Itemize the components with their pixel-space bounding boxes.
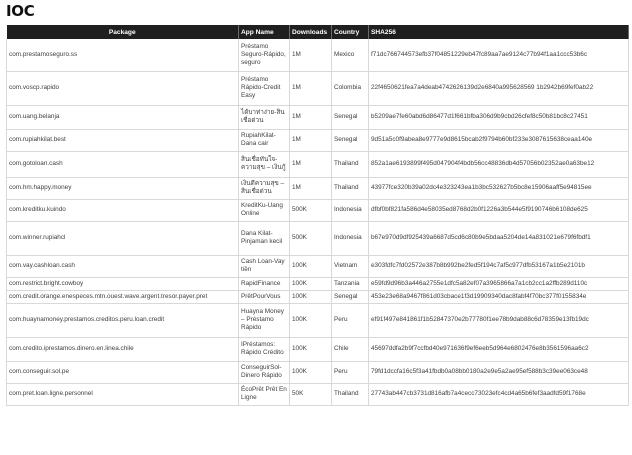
sha256-cell: 27743ab447cb3731d816afb7a4cecc73023efc4cd4a65b6fef3aadfd59f1768e bbox=[369, 383, 629, 405]
header-country: Country bbox=[332, 25, 369, 39]
country-cell: Chile bbox=[332, 337, 369, 361]
sha256-cell: b5209ae7fe60abd6d86477d1f661bfba306d9b9cbd26cfef8c50b81bc8c27451 bbox=[369, 105, 629, 129]
package-cell: com.restrict.bright.cowboy bbox=[7, 277, 239, 290]
table-row bbox=[7, 337, 629, 361]
package-cell: com.gotoloan.cash bbox=[7, 151, 239, 177]
country-cell: Senegal bbox=[332, 290, 369, 303]
table-row bbox=[7, 71, 629, 105]
table-row bbox=[7, 151, 629, 177]
ioc-table bbox=[6, 25, 629, 406]
package-cell: com.prestamoseguro.ss bbox=[7, 39, 239, 71]
downloads-cell: 100K bbox=[290, 290, 332, 303]
package-cell: com.winner.rupiahcl bbox=[7, 221, 239, 255]
package-cell: com.hm.happy.money bbox=[7, 177, 239, 199]
app-name-cell: Huayna Money – Préstamo Rápido bbox=[239, 303, 290, 337]
app-name-cell: IPréstamos: Rápido Crédito bbox=[239, 337, 290, 361]
table-row bbox=[7, 277, 629, 290]
downloads-cell: 100K bbox=[290, 361, 332, 383]
package-cell: com.conseguir.sol.pe bbox=[7, 361, 239, 383]
country-cell: Thailand bbox=[332, 383, 369, 405]
app-name-cell: เงินดีความสุข – สินเชื่อด่วน bbox=[239, 177, 290, 199]
table-header-row bbox=[7, 25, 629, 39]
downloads-cell: 100K bbox=[290, 255, 332, 277]
package-cell: com.rupiahkilat.best bbox=[7, 129, 239, 151]
package-cell: com.kreditku.kuindo bbox=[7, 199, 239, 221]
package-cell: com.uang.belanja bbox=[7, 105, 239, 129]
package-cell: com.huaynamoney.prestamos.creditos.peru.loan.credit bbox=[7, 303, 239, 337]
app-name-cell: สินเชื่อทันใจ-ความสุข – เงินกู้ bbox=[239, 151, 290, 177]
country-cell: Vietnam bbox=[332, 255, 369, 277]
sha256-cell: dfbf0bf821fa586d4e58035ed8768d2b0f1226a3b544e5f9190746b6108de625 bbox=[369, 199, 629, 221]
table-row bbox=[7, 290, 629, 303]
sha256-cell: 852a1ae6193899f495d047904f4bdb56cc48836db4d57056b02352ae0a63be12 bbox=[369, 151, 629, 177]
downloads-cell: 1M bbox=[290, 129, 332, 151]
country-cell: Mexico bbox=[332, 39, 369, 71]
downloads-cell: 100K bbox=[290, 337, 332, 361]
sha256-cell: 79fd1dccfa16c5f3a41fbdb0a08bb0180a2e9e5a2ae95ef588b3c39ee063ce48 bbox=[369, 361, 629, 383]
sha256-cell: f71dc766744573efb37f04851229eb47fc89aa7ae9124c77b94f1aa1ccc53b6c bbox=[369, 39, 629, 71]
country-cell: Peru bbox=[332, 303, 369, 337]
table-row bbox=[7, 383, 629, 405]
package-cell: com.credit.orange.enespeces.mtn.ouest.wave.argent.tresor.payer.pret bbox=[7, 290, 239, 303]
table-row bbox=[7, 177, 629, 199]
downloads-cell: 1M bbox=[290, 177, 332, 199]
app-name-cell: RapidFinance bbox=[239, 277, 290, 290]
table-row bbox=[7, 105, 629, 129]
downloads-cell: 1M bbox=[290, 39, 332, 71]
country-cell: Colombia bbox=[332, 71, 369, 105]
table-row bbox=[7, 39, 629, 71]
downloads-cell: 100K bbox=[290, 303, 332, 337]
app-name-cell: Préstamo Seguro-Rápido, seguro bbox=[239, 39, 290, 71]
package-cell: com.pret.loan.ligne.personnel bbox=[7, 383, 239, 405]
sha256-cell: e59fd9d96b3a446a2755e1dfc5a82ef07a3965866a7a1cb2cc1a2ffb289d110c bbox=[369, 277, 629, 290]
downloads-cell: 50K bbox=[290, 383, 332, 405]
downloads-cell: 1M bbox=[290, 71, 332, 105]
downloads-cell: 1M bbox=[290, 105, 332, 129]
country-cell: Peru bbox=[332, 361, 369, 383]
table-row bbox=[7, 255, 629, 277]
country-cell: Indonesia bbox=[332, 221, 369, 255]
header-downloads: Downloads bbox=[290, 25, 332, 39]
sha256-cell: 43977fce320b39a02dc4e323243ea1b3bc532627b5bc8e15906aaff5e94815ee bbox=[369, 177, 629, 199]
country-cell: Thailand bbox=[332, 151, 369, 177]
downloads-cell: 500K bbox=[290, 221, 332, 255]
package-cell: com.voscp.rapido bbox=[7, 71, 239, 105]
table-row bbox=[7, 199, 629, 221]
app-name-cell: KreditKu-Uang Online bbox=[239, 199, 290, 221]
header-sha256: SHA256 bbox=[369, 25, 629, 39]
header-app-name: App Name bbox=[239, 25, 290, 39]
country-cell: Indonesia bbox=[332, 199, 369, 221]
sha256-cell: 22f4650621fea7a4deab4742626139d2e6840a995628569 1b2942b69fef0ab22 bbox=[369, 71, 629, 105]
table-row bbox=[7, 303, 629, 337]
app-name-cell: Préstamo Rápido-Credit Easy bbox=[239, 71, 290, 105]
app-name-cell: ConseguirSol-Dinero Rápido bbox=[239, 361, 290, 383]
country-cell: Senegal bbox=[332, 105, 369, 129]
sha256-cell: 45697ddfa2b9f7ccfbd40e971636f9ef6eeb5d964e6802476e8b3561596aa6c2 bbox=[369, 337, 629, 361]
downloads-cell: 100K bbox=[290, 277, 332, 290]
app-name-cell: RupiahKilat-Dana cair bbox=[239, 129, 290, 151]
package-cell: com.vay.cashloan.cash bbox=[7, 255, 239, 277]
sha256-cell: 9d51a5c0f9abea8e9777e9d8615bcab2f9794b60bf233e3087615638ceaa140e bbox=[369, 129, 629, 151]
app-name-cell: Dana Kilat-Pinjaman kecil bbox=[239, 221, 290, 255]
table-row bbox=[7, 221, 629, 255]
downloads-cell: 500K bbox=[290, 199, 332, 221]
app-name-cell: ได้บาท่าง่าย-สินเชื่อด่วน bbox=[239, 105, 290, 129]
sha256-cell: e303fdfc7fd02572e387b8b992be2fed5f194c7af5c977dfb53167a1b5e2101b bbox=[369, 255, 629, 277]
app-name-cell: PrêtPourVous bbox=[239, 290, 290, 303]
table-row bbox=[7, 129, 629, 151]
app-name-cell: Cash Loan-Vay tiền bbox=[239, 255, 290, 277]
package-cell: com.credito.iprestamos.dinero.en.linea.chile bbox=[7, 337, 239, 361]
page-title: IOC bbox=[6, 2, 35, 20]
app-name-cell: ÉcoPrêt Prêt En Ligne bbox=[239, 383, 290, 405]
country-cell: Tanzania bbox=[332, 277, 369, 290]
sha256-cell: ef91f497e841861f1b52847370e2b77780f1ee78b9dab88c6d78359e13fb19dc bbox=[369, 303, 629, 337]
sha256-cell: 453e23e68a9467f861d03cbace1f3d19909340dac8fabf4f70bc377f0155834e bbox=[369, 290, 629, 303]
table-row bbox=[7, 361, 629, 383]
header-package: Package bbox=[7, 25, 239, 39]
downloads-cell: 1M bbox=[290, 151, 332, 177]
country-cell: Thailand bbox=[332, 177, 369, 199]
sha256-cell: b67e970d9df925439a6687d5cd6c80b9e5bdaa5204de14a831021e679f6fbdf1 bbox=[369, 221, 629, 255]
country-cell: Senegal bbox=[332, 129, 369, 151]
